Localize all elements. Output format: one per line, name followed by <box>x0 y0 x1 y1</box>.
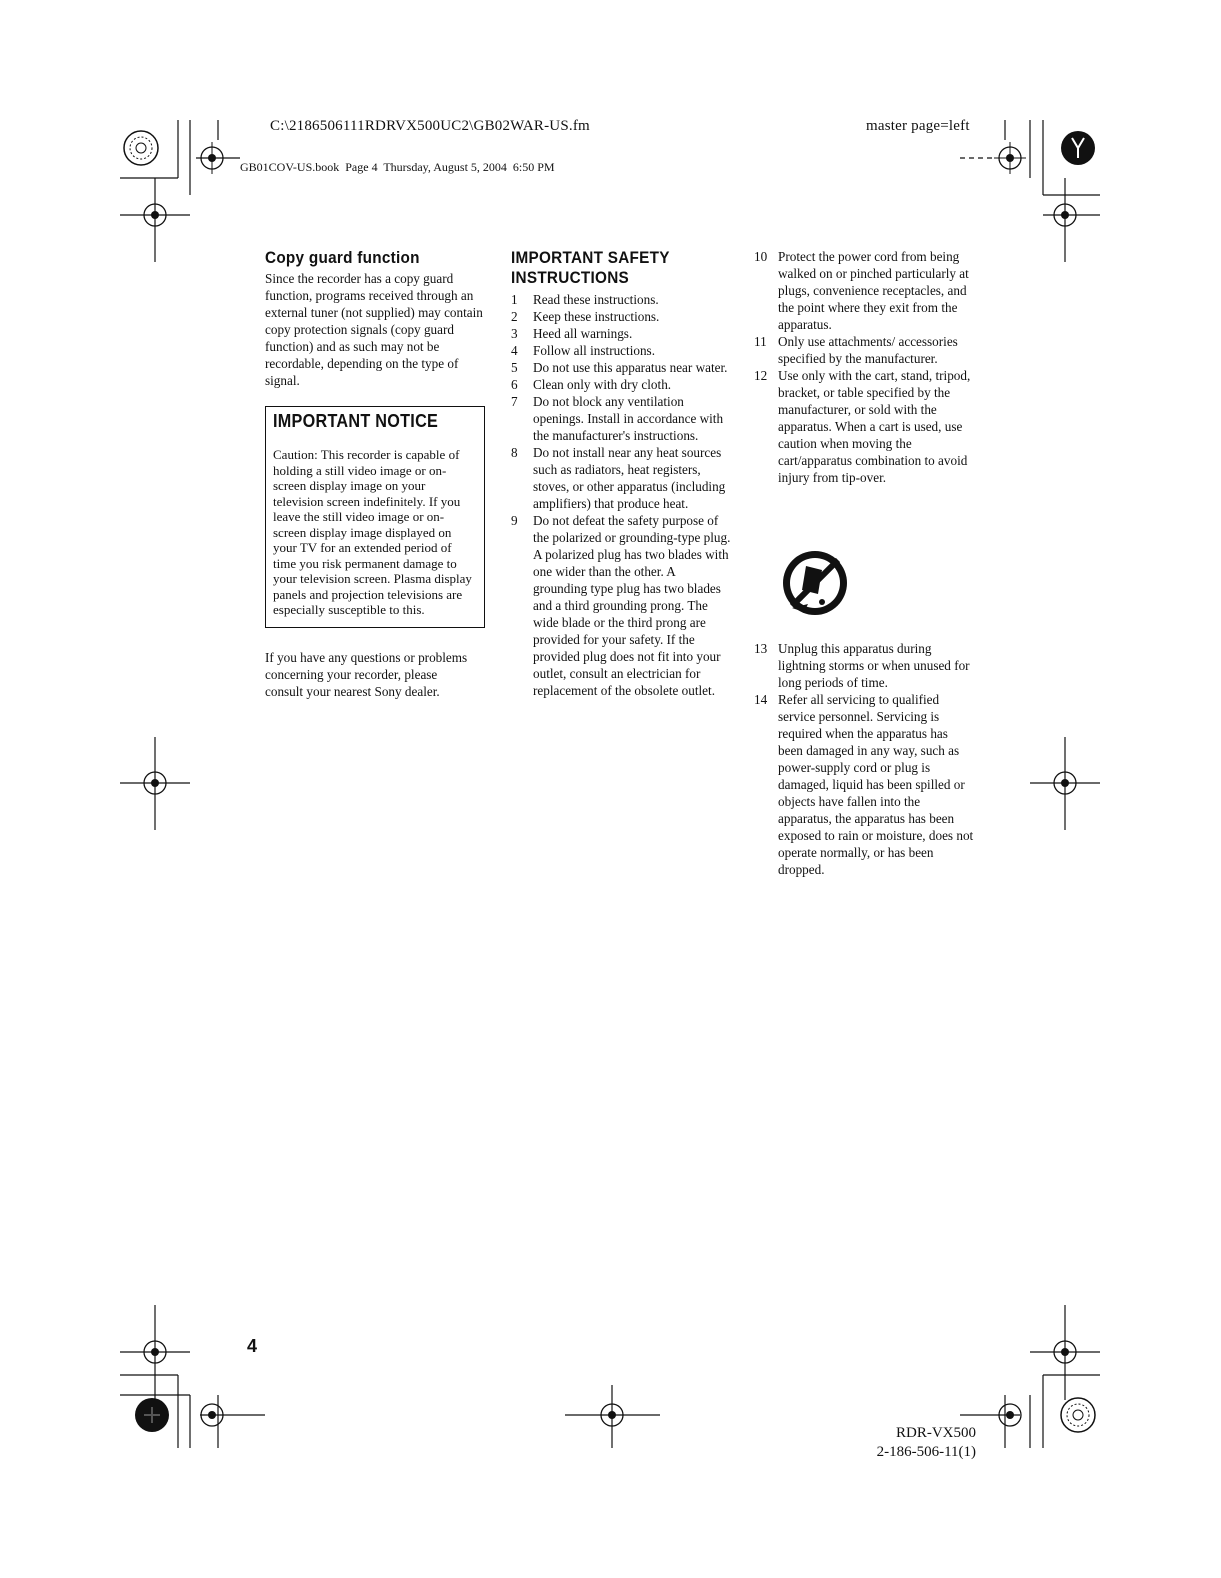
list-item: 7 Do not block any ventilation openings. Install in accordance with the manufacturer's instructions. <box>511 394 724 443</box>
list-item: 10 Protect the power cord from being walked on or pinched particularly at plugs, convenience receptacles, and the point where they exit from the apparatus. <box>754 249 969 332</box>
safety-heading-line1: IMPORTANT SAFETY <box>511 248 670 267</box>
copy-guard-body: Since the recorder has a copy guard function, programs received through an external tuner (not supplied) may contain copy protection signals (copy guard function) and as such may not be recordable, depending on the type of signal. <box>265 271 483 388</box>
list-item: 2 Keep these instructions. <box>511 309 660 324</box>
list-item: 13 Unplug this apparatus during lightning storms or when unused for long periods of time. <box>754 641 970 690</box>
list-item: 3 Heed all warnings. <box>511 326 633 341</box>
safety-list-left <box>511 291 731 699</box>
column-right-bottom <box>754 640 976 878</box>
list-item: 4 Follow all instructions. <box>511 343 655 358</box>
page-number: 4 <box>247 1336 258 1356</box>
list-item: 6 Clean only with dry cloth. <box>511 377 672 392</box>
list-item: 5 Do not use this apparatus near water. <box>511 360 728 375</box>
master-page-label: master page=left <box>866 118 970 134</box>
safety-list-right-top <box>754 248 976 486</box>
notice-heading: IMPORTANT NOTICE <box>273 411 439 431</box>
model-name: RDR-VX500 <box>895 1425 976 1441</box>
column-middle <box>511 248 731 699</box>
cart-tip-over-warning-icon <box>778 548 852 618</box>
safety-heading-line2: INSTRUCTIONS <box>511 268 629 287</box>
list-item: 12 Use only with the cart, stand, tripod, bracket, or table specified by the manufacturer, or sold with the apparatus. When a cart is used, use caution when moving the cart/apparatus combination to avoid injury from tip-over. <box>754 368 971 485</box>
list-item: 11 Only use attachments/ accessories specified by the manufacturer. <box>754 334 958 366</box>
column-right <box>754 248 976 486</box>
column-left <box>265 248 487 389</box>
list-item: 8 Do not install near any heat sources such as radiators, heat registers, stoves, or other apparatus (including amplifiers) that produce heat. <box>511 445 726 511</box>
list-item: 14 Refer all servicing to qualified service personnel. Servicing is required when the apparatus has been damaged in any way, such as power-supply cord or plug is damaged, liquid has been spilled or objects have fallen into the apparatus, the apparatus has been exposed to rain or moisture, does not operate normally, or has been dropped. <box>754 692 974 877</box>
important-notice-box <box>265 406 485 628</box>
list-item: 9 Do not defeat the safety purpose of the polarized or grounding-type plug. A polarized plug has two blades with one wider than the other. A grounding type plug has two blades and a third grounding prong. The wide blade or the third prong are provided for your safety. If the provided plug does not fit into your outlet, consult an electrician for replacement of the obsolete outlet. <box>511 513 731 698</box>
part-number: 2-186-506-11(1) <box>876 1444 976 1460</box>
model-footer <box>877 1424 976 1462</box>
book-info: GB01COV-US.book Page 4 Thursday, August 5, 2004 6:50 PM <box>240 160 555 174</box>
questions-text: If you have any questions or problems concerning your recorder, please consult your nearest Sony dealer. <box>265 650 468 699</box>
file-path: C:\2186506111RDRVX500UC2\GB02WAR-US.fm <box>270 118 590 134</box>
safety-list-right-bottom <box>754 640 976 878</box>
list-item: 1 Read these instructions. <box>511 292 659 307</box>
notice-body: Caution: This recorder is capable of holding a still video image or on-screen display image on your television screen indefinitely. If you leave the still video image or on-screen display image displayed on your TV for an extended period of time you risk permanent damage to your television screen. Plasma display panels and projection televisions are especially susceptible to this. <box>273 447 472 617</box>
copy-guard-heading: Copy guard function <box>265 248 420 267</box>
